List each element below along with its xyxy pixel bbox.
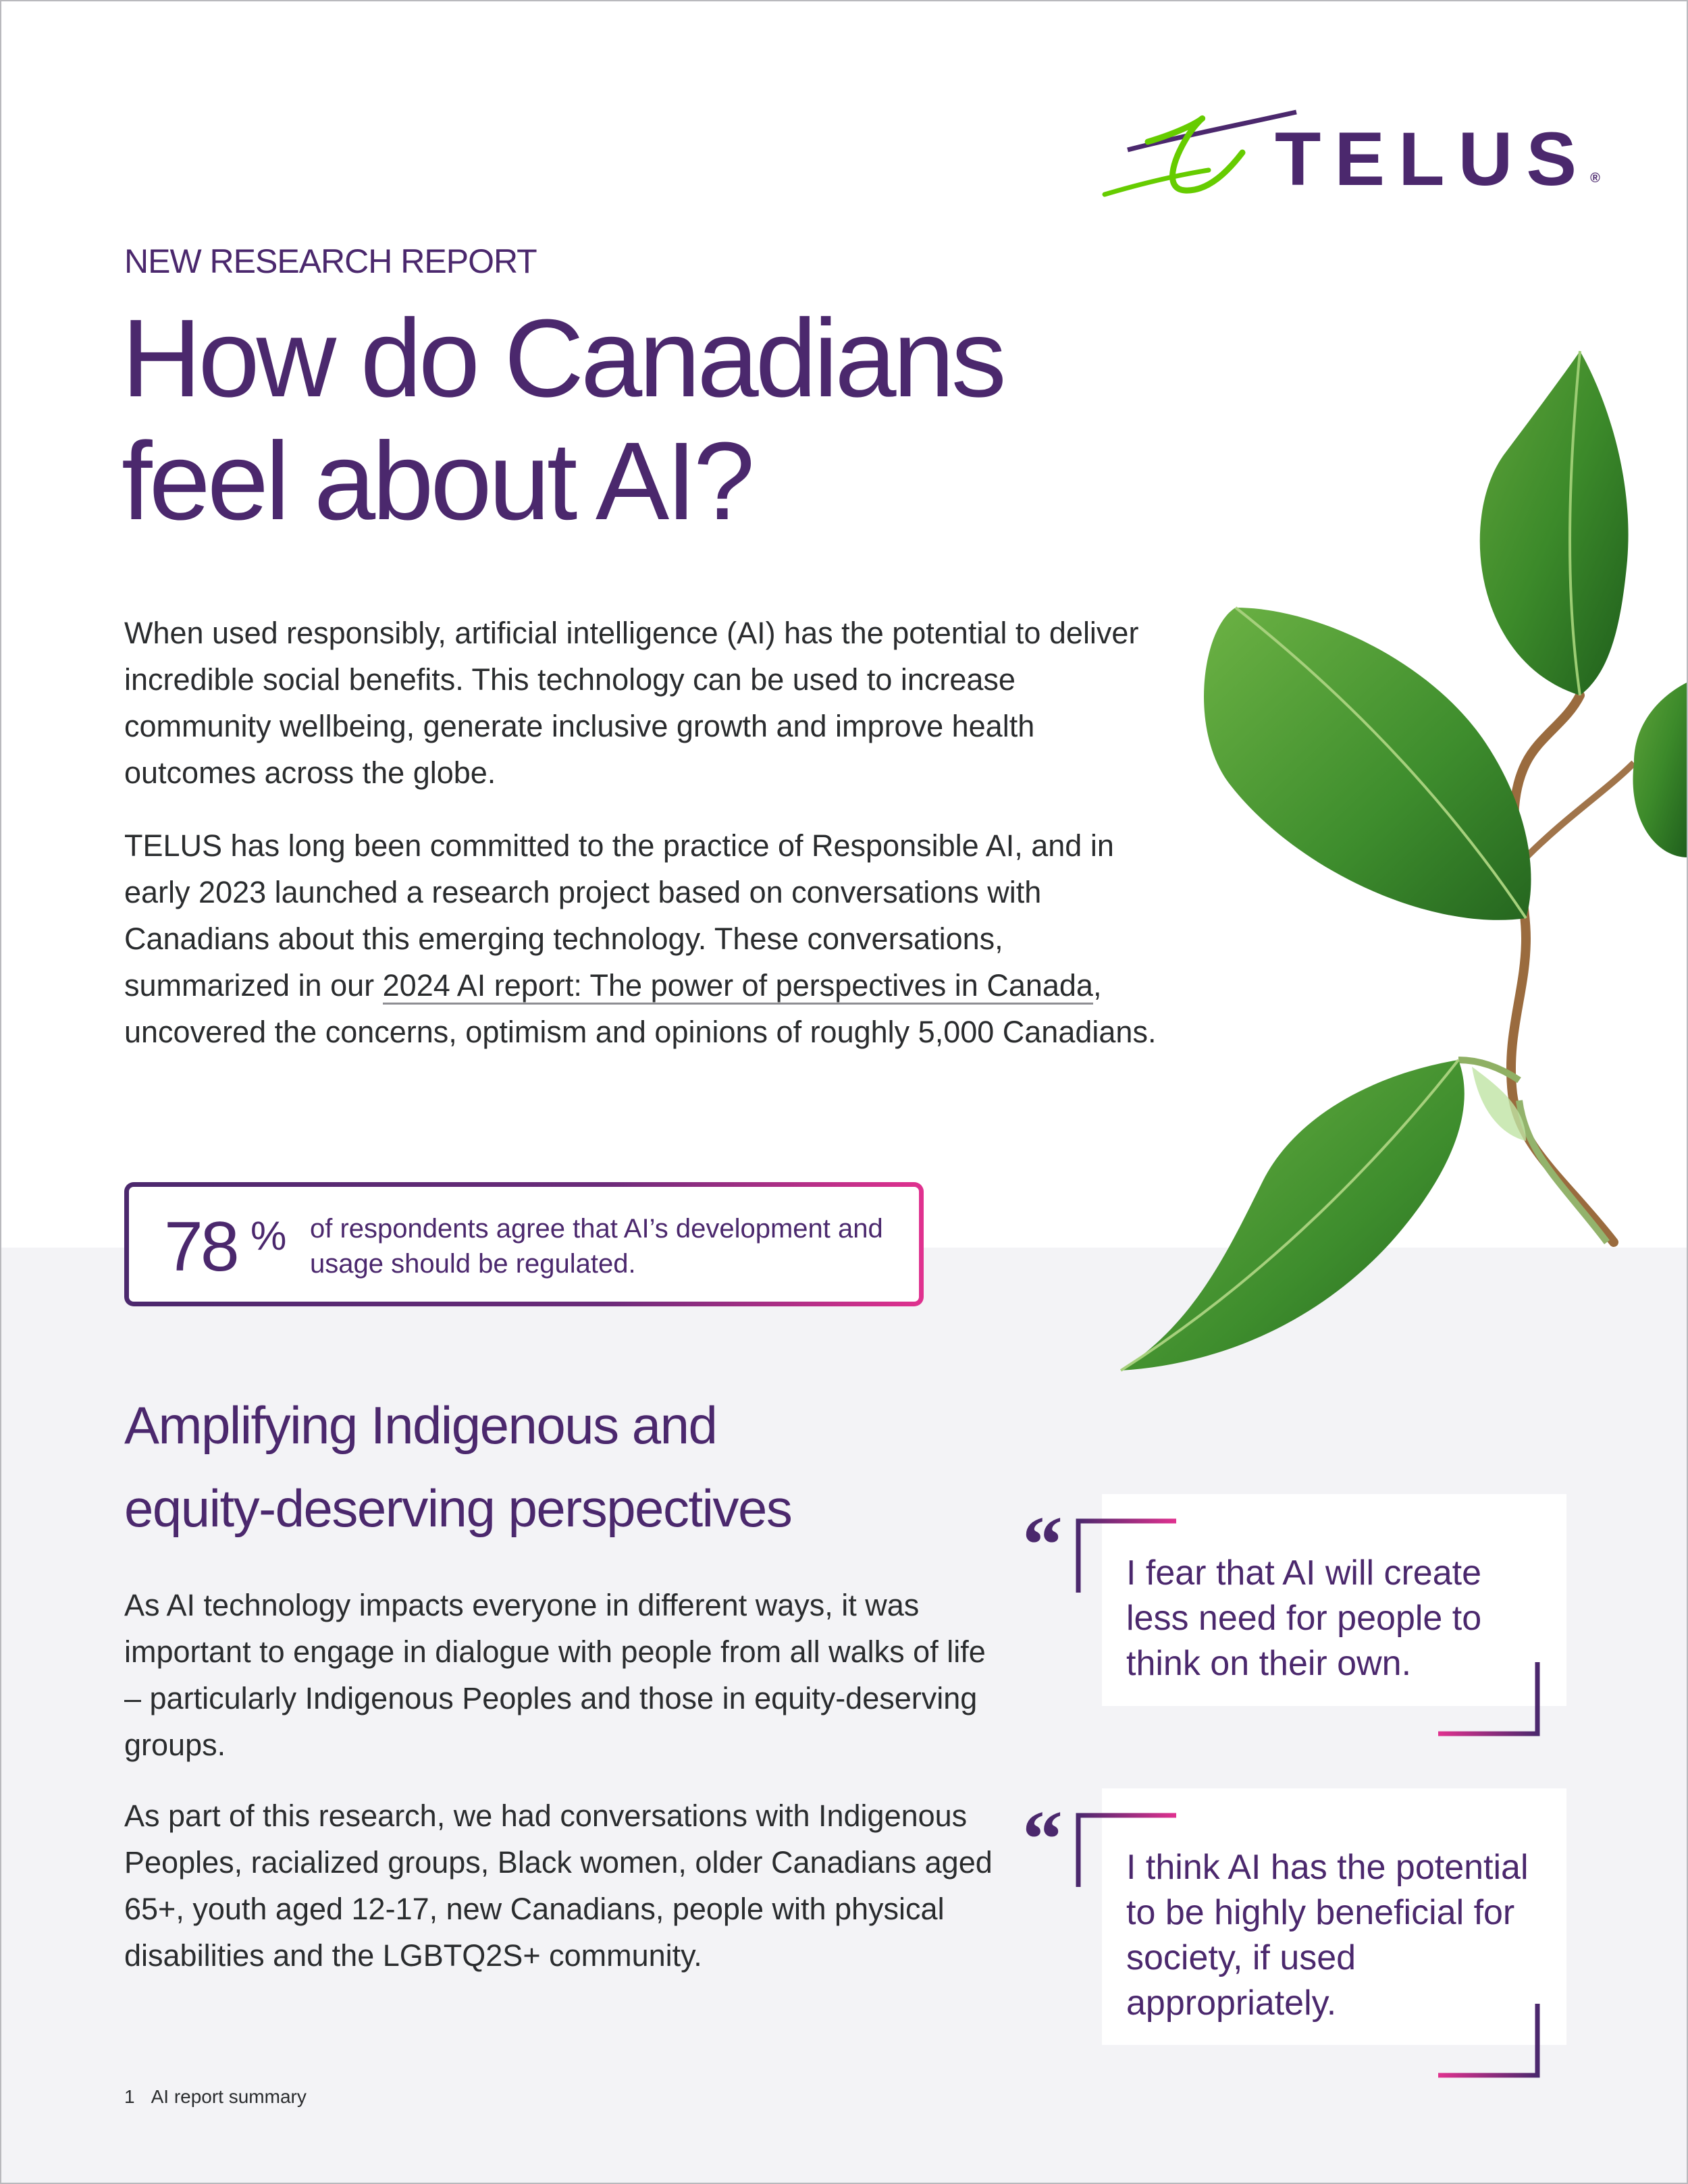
page-number: 1 [124, 2086, 135, 2107]
telus-swoosh-icon [1101, 108, 1303, 209]
stat-callout [124, 1182, 924, 1306]
telus-logo [1101, 108, 1600, 209]
quote-bracket-bottom-icon [1435, 2002, 1544, 2081]
section-heading: Amplifying Indigenous and equity-deserving perspectives [124, 1395, 792, 1538]
section-paragraph-2: As part of this research, we had conversations with Indigenous Peoples, racialized groups, Black women, older Canadians aged 65+, youth aged 12-17, new Canadians, people with physical disabilities and the LGBTQ2S+ community. [124, 1799, 993, 1973]
stat-percent: % [250, 1213, 287, 1258]
ai-report-link[interactable]: 2024 AI report: The power of perspectives in Canada [383, 968, 1093, 1005]
quote-mark-icon: “ [1022, 1794, 1063, 1884]
stat-text: of respondents agree that AI’s development and usage should be regulated. [310, 1214, 883, 1279]
page-footer [124, 2086, 307, 2108]
telus-wordmark: TELUS® [1275, 117, 1600, 201]
intro-paragraph-1: When used responsibly, artificial intelligence (AI) has the potential to deliver incredible social benefits. This technology can be used to increase community wellbeing, generate inclusive growth and improve health outcomes across the globe. [124, 616, 1139, 790]
page-title: How do Canadians feel about AI? [122, 296, 1003, 543]
green-leaves-image [1094, 344, 1688, 1384]
section-paragraph-1: As AI technology impacts everyone in different ways, it was important to engage in dialogue with people from all walks of life – particularly Indigenous Peoples and those in equity-deserving groups. [124, 1588, 986, 1762]
intro-paragraph-2: TELUS has long been committed to the practice of Responsible AI, and in early 2023 launched a research project based on conversations with Canadians about this emerging technology. These conversations, summarized in our 2024 AI report: The power of perspectives in Canada, uncovered the concerns, optimism and opinions of roughly 5,000 Canadians. [124, 828, 1157, 1049]
quote-bracket-top-icon [1074, 1811, 1182, 1892]
eyebrow-label: NEW RESEARCH REPORT [124, 242, 537, 280]
quote-text: I think AI has the potential to be highly beneficial for society, if used appropriately. [1126, 1848, 1529, 2023]
footer-label: AI report summary [151, 2086, 307, 2107]
quote-bracket-top-icon [1074, 1516, 1182, 1597]
stat-number: 78 [164, 1208, 237, 1286]
quote-bracket-bottom-icon [1435, 1661, 1544, 1739]
quote-mark-icon: “ [1022, 1499, 1063, 1589]
quote-text: I fear that AI will create less need for people to think on their own. [1126, 1553, 1482, 1683]
